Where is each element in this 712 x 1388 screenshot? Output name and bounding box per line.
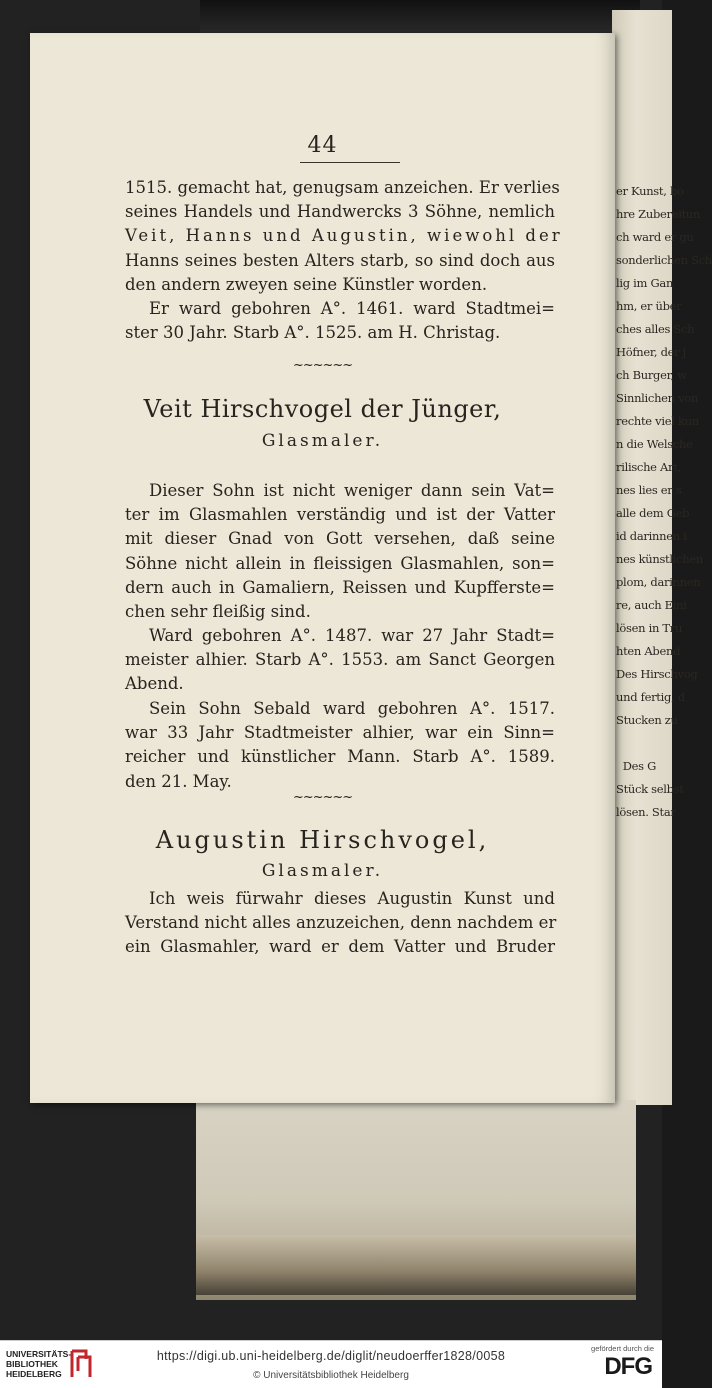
funding-note: gefördert durch die bbox=[591, 1344, 654, 1353]
book-edge bbox=[200, 0, 640, 34]
text-line: den 21. May. bbox=[125, 771, 232, 791]
section-subheading-veit: Glasmaler. bbox=[261, 431, 384, 451]
page-number: 44 bbox=[307, 133, 338, 158]
book-page bbox=[30, 33, 615, 1103]
book-block-shadow bbox=[196, 1235, 636, 1295]
text-line: Hanns seines besten Alters starb, so sind doch aus bbox=[125, 250, 555, 270]
text-line: Dieser Sohn ist nicht weniger dann sein Vat= bbox=[149, 481, 555, 500]
text-line: mit dieser Gnad von Gott versehen, daß seine bbox=[125, 529, 555, 549]
text-line: ster 30 Jahr. Starb A°. 1525. am H. Christag. bbox=[125, 323, 501, 343]
page-number-rule bbox=[300, 162, 400, 163]
facing-page-text: er Kunst, bo hre Zubereitun ch ward er gu sonderlichen Sch lig im Gan hm, er über ches alles Sch Höfner, der j ch Burger, w Sinnlichen von rechte viel kun n die Welsche rilische Art, nes lies er s alle dem Geb id darinnen i nes künstlichen plom, darinnen re, auch Eini lösen in Tru hten Abend Des Hirschvog und fertig, d Stucken zu Des G Stück selbst lösen. Star bbox=[616, 184, 712, 819]
viewer-footer bbox=[0, 1340, 662, 1388]
text-line: war 33 Jahr Stadtmeister alhier, war ein Sinn= bbox=[125, 723, 555, 743]
intro-dates-paragraph bbox=[125, 297, 555, 345]
permalink-url[interactable]: https://digi.ub.uni-heidelberg.de/diglit/neudoerffer1828/0058 bbox=[156, 1349, 506, 1363]
veit-paragraph-1 bbox=[125, 479, 555, 624]
text-line: Veit, Hanns und Augustin, wiewohl der bbox=[125, 226, 563, 246]
intro-paragraph bbox=[125, 176, 563, 297]
text-line: 1515. gemacht hat, genugsam anzeichen. Er verlies bbox=[125, 178, 560, 197]
section-subheading-augustin: Glasmaler. bbox=[261, 861, 384, 881]
text-line: ein Glasmahler, ward er dem Vatter und Bruder bbox=[125, 937, 555, 957]
text-line: reicher und künstlicher Mann. Starb A°. 1589. bbox=[125, 747, 555, 767]
text-line: Er ward gebohren A°. 1461. ward Stadtmei= bbox=[149, 299, 555, 318]
section-heading-augustin: Augustin Hirschvogel, bbox=[155, 826, 490, 854]
copyright-notice: © Universitätsbibliothek Heidelberg bbox=[253, 1370, 409, 1381]
text-line: Söhne nicht allein in fleissigen Glasmahlen, son= bbox=[125, 553, 555, 573]
text-line: Sein Sohn Sebald ward gebohren A°. 1517. bbox=[149, 699, 555, 718]
text-line: Ward gebohren A°. 1487. war 27 Jahr Stadt= bbox=[149, 626, 555, 645]
text-line: seines Handels und Handwercks 3 Söhne, nemlich bbox=[125, 202, 555, 222]
text-line: dern auch in Gamaliern, Reissen und Kupfferste= bbox=[125, 577, 555, 597]
section-heading-veit: Veit Hirschvogel der Jünger, bbox=[143, 395, 502, 423]
veit-paragraph-2 bbox=[125, 624, 555, 697]
text-line: chen sehr fleißig sind. bbox=[125, 602, 311, 622]
text-line: Ich weis fürwahr dieses Augustin Kunst und bbox=[149, 889, 555, 908]
augustin-paragraph bbox=[125, 887, 555, 960]
section-ornament: ~~~~~~ bbox=[292, 358, 353, 373]
sebald-paragraph bbox=[125, 697, 555, 794]
text-line: meister alhier. Starb A°. 1553. am Sanct Georgen bbox=[125, 650, 555, 670]
text-line: ter im Glasmahlen verständig und ist der Vatter bbox=[125, 505, 555, 525]
text-line: Abend. bbox=[125, 674, 184, 694]
library-logo-text[interactable]: UNIVERSITÄTS- BIBLIOTHEK HEIDELBERG bbox=[6, 1349, 72, 1379]
text-line: den andern zweyen seine Künstler worden. bbox=[125, 274, 488, 294]
facing-page bbox=[612, 10, 712, 1105]
section-ornament: ~~~~~~ bbox=[292, 790, 353, 805]
dfg-logo[interactable]: DFG bbox=[604, 1353, 652, 1380]
text-line: Verstand nicht alles anzuzeichen, denn nachdem er bbox=[125, 913, 557, 933]
